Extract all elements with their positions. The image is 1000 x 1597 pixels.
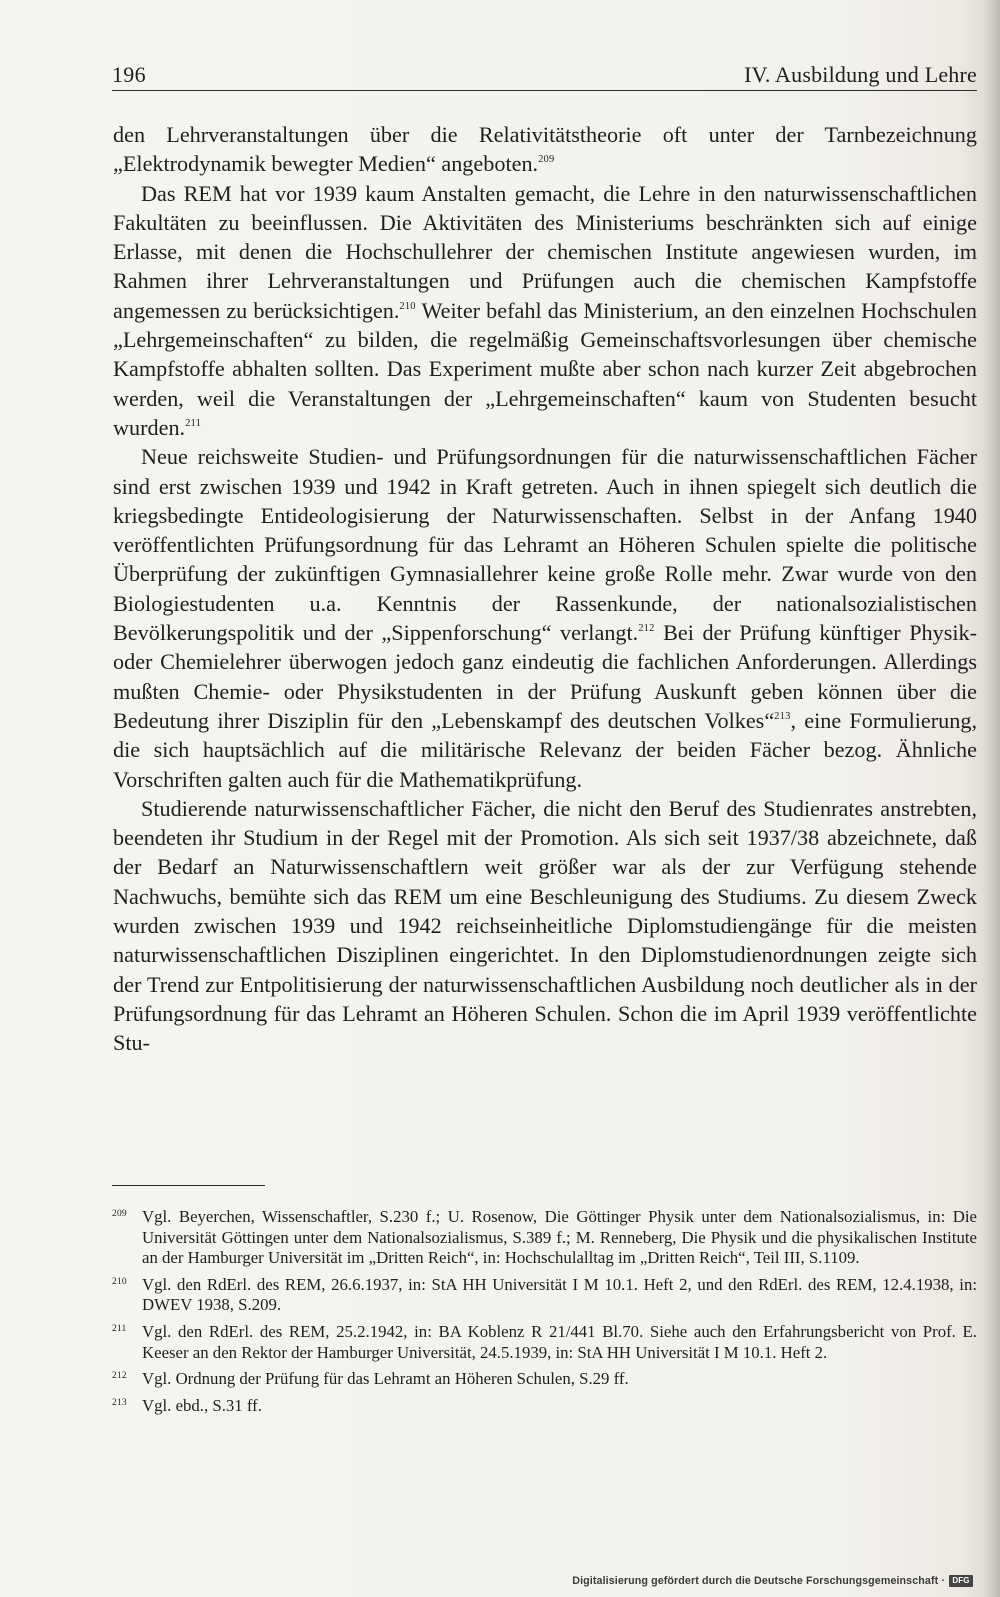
footnote-213 — [112, 1396, 977, 1417]
footnote-reference-210: 210 — [399, 300, 416, 312]
chapter-title: IV. Ausbildung und Lehre — [744, 62, 977, 87]
footnote-text: Vgl. ebd., S.31 ff. — [142, 1395, 262, 1415]
footnote-210 — [112, 1275, 977, 1316]
paragraph-1 — [113, 120, 977, 179]
footnote-text: Vgl. den RdErl. des REM, 25.2.1942, in: BA Koblenz R 21/441 Bl.70. Siehe auch den Erfahrungsbericht von Prof. E. Keeser an den Rektor der Hamburger Universität, 24.5.1939, in: StA HH Universität I M 10.1. Heft 2. — [142, 1321, 977, 1362]
footnote-reference-213: 213 — [774, 710, 791, 722]
footnotes — [112, 1207, 977, 1422]
paragraph-3 — [113, 442, 977, 794]
paragraph-2 — [113, 179, 977, 443]
footnote-reference-212: 212 — [638, 623, 655, 635]
paragraph-4 — [113, 794, 977, 1058]
footnote-212 — [112, 1369, 977, 1390]
page-edge-shadow — [982, 0, 1000, 1597]
page-number: 196 — [112, 62, 146, 87]
paragraph-text: Das REM hat vor 1939 kaum Anstalten gemacht, die Lehre in den naturwissenschaftlichen Fakultäten zu beeinflussen. Die Aktivitäten des Ministeriums beschränkten sich auf einige Erlasse, mit denen die Hochschullehrer der chemischen Institute angewiesen wurden, im Rahmen ihrer Lehrveranstaltungen und Prüfungen auch die chemischen Kampfstoffe angemessen zu berücksichtigen. — [113, 180, 977, 323]
paragraph-text: Weiter befahl das Ministerium, an den einzelnen Hochschulen „Lehrgemeinschaften“ zu bilden, die regelmäßig Gemeinschaftsvorlesungen über chemische Kampfstoffe abhalten sollten. Das Experiment mußte aber schon nach kurzer Zeit abgebrochen werden, weil die Veranstaltungen der „Lehrgemeinschaften“ kaum von Studenten besucht wurden. — [113, 297, 977, 440]
paragraph-text: , eine Formulierung, die sich hauptsächlich auf die militärische Relevanz der beiden Fächer bezog. Ähnliche Vorschriften galten auch für die Mathematikprüfung. — [113, 707, 977, 792]
footnote-number: 212 — [112, 1371, 127, 1382]
paragraph-text: Studierende naturwissenschaftlicher Fächer, die nicht den Beruf des Studienrates anstrebten, beendeten ihr Studium in der Regel mit der Promotion. Als sich seit 1937/38 abzeichnete, daß der Bedarf an Naturwissenschaftlern weit größer war als der zur Verfügung stehende Nachwuchs, bemühte sich das REM um eine Beschleunigung des Studiums. Zu diesem Zweck wurden zwischen 1939 und 1942 reichseinheitliche Diplomstudiengänge für die meisten naturwissenschaftlichen Disziplinen eingerichtet. In den Diplomstudienordnungen zeigte sich der Trend zur Entpolitisierung der naturwissenschaftlichen Ausbildung noch deutlicher als in der Prüfungsordnung für das Lehramt an Höheren Schulen. Schon die im April 1939 veröffentlichte Stu- — [113, 795, 977, 1056]
footnote-number: 210 — [112, 1276, 127, 1287]
footnote-text: Vgl. Ordnung der Prüfung für das Lehramt an Höheren Schulen, S.29 ff. — [142, 1369, 629, 1389]
footnote-number: 211 — [112, 1323, 127, 1334]
footnote-number: 209 — [112, 1209, 127, 1219]
main-text — [113, 120, 977, 1058]
credit-text: Digitalisierung gefördert durch die Deutsche Forschungsgemeinschaft · — [572, 1575, 945, 1587]
paragraph-text: Bei der Prüfung künftiger Physik- oder Chemielehrer überwogen jedoch ganz eindeutig die fachlichen Anforderungen. Allerdings mußten Chemie- oder Physikstudenten in der Prüfung Auskunft geben können über die Bedeutung ihrer Disziplin für den „Lebenskampf des deutschen Volkes“ — [113, 620, 977, 733]
footnote-text: Vgl. den RdErl. des REM, 26.6.1937, in: StA HH Universität I M 10.1. Heft 2, und den RdErl. des REM, 12.4.1938, in: DWEV 1938, S.209. — [142, 1274, 977, 1315]
digitization-credit — [572, 1575, 973, 1587]
footnote-reference-211: 211 — [185, 417, 202, 429]
footnote-text: Vgl. Beyerchen, Wissenschaftler, S.230 f.; U. Rosenow, Die Göttinger Physik unter dem Nationalsozialismus, in: Die Universität Göttingen unter dem Nationalsozialismus, S.389 f.; M. Renneberg, Die Physik und die physikalischen Institute an der Hamburger Universität im „Dritten Reich“, in: Hochschulalltag im „Dritten Reich“, Teil III, S.1109. — [142, 1207, 977, 1268]
footnote-separator — [112, 1185, 265, 1186]
dfg-logo: DFG — [949, 1575, 973, 1587]
paragraph-text: den Lehrveranstaltungen über die Relativitätstheorie oft unter der Tarnbezeichnung „Elektrodynamik bewegter Medien“ angeboten. — [113, 122, 977, 177]
footnote-reference-209: 209 — [538, 154, 555, 166]
footnote-209 — [112, 1207, 977, 1269]
paragraph-text: Neue reichsweite Studien- und Prüfungsordnungen für die naturwissenschaftlichen Fächer sind erst zwischen 1939 und 1942 in Kraft getreten. Auch in ihnen spiegelt sich deutlich die kriegsbedingte Entideologisierung der Naturwissenschaften. Selbst in der Anfang 1940 veröffentlichten Prüfungsordnung für das Lehramt an Höheren Schulen spielte die politische Überprüfung der zukünftigen Gymnasiallehrer keine große Rolle mehr. Zwar wurde von den Biologiestudenten u.a. Kenntnis der Rassenkunde, der nationalsozialistischen Bevölkerungspolitik und der „Sippenforschung“ verlangt. — [113, 444, 977, 646]
running-header — [112, 56, 977, 91]
footnote-number: 213 — [112, 1397, 127, 1408]
footnote-211 — [112, 1322, 977, 1363]
